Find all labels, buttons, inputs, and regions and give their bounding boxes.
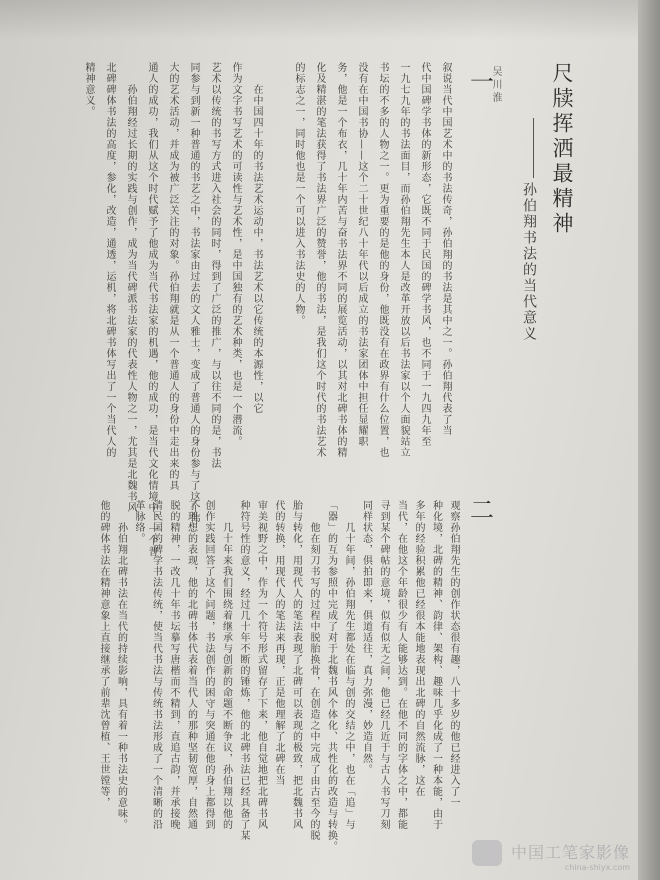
text-column: 创作实践回答了这个问题，书法创作的困守与突通在他的身上都得到 xyxy=(203,500,214,830)
text-column: 寻到某个碑帖的意境，似有似无之间，他已经几近于与古人书写刀刻 xyxy=(378,500,389,830)
text-column: 大的艺术活动，并成为被广泛关注的对象。孙伯翔就是从一个普通人的身份中走出来的具 xyxy=(167,62,178,491)
text-column: 脱的精神，一改几十年书坛摹写唐楷而不精到，直追古韵，并承接晚 xyxy=(168,500,179,830)
text-column: 他在刻刀书写的过程中脱胎换骨，在创造之中完成了由古至今的脱 xyxy=(308,500,319,841)
section-two-body xyxy=(88,500,462,860)
text-column: 艺术以传统的书写方式进入社会的同时，得到了广泛的推广，与以往不同的是，书法 xyxy=(209,62,220,469)
article-subtitle: 孙伯翔书法的当代意义 xyxy=(521,182,537,342)
section-one-number: 一 xyxy=(470,68,494,96)
watermark-seal xyxy=(472,840,502,866)
text-column: 在中国四十年的书法艺术运动中，书法艺术以它传统的本源性，以它 xyxy=(251,62,262,414)
text-column: 清民国的碑学书法传统，使当代书法与传统书法形成了一个清晰的沿 xyxy=(150,500,162,830)
text-column: 他的碑体书法在精神意象上直接继承了前辈沈曾植、王世镗等， xyxy=(98,500,109,808)
text-column: 胎与转化，用现代人的笔法表现了北碑可以表现的极致，把北魏书风 xyxy=(290,500,302,830)
section-two-number: 二 xyxy=(470,496,494,524)
text-column: 书坛的不多的人物之一。更为重要的是他的身份，他既没有在政界有什么位置，也 xyxy=(377,62,388,458)
watermark-url: china-shiyx.com xyxy=(564,863,630,872)
page-edge xyxy=(638,0,660,880)
text-column: 同样状态，俱拍即来，俱道适往，真力弥漫，妙造自然。 xyxy=(360,500,372,775)
text-column: 通人的成功，我们从这个时代赋予了他成为当代书法家的机遇，他的成功，是当代文化情境中，一个普 xyxy=(146,62,157,557)
text-column: 化及精湛的笔法获得了书法界广泛的赞誉，他的书法，是我们这个时代的书法艺术 xyxy=(314,62,325,458)
watermark xyxy=(511,840,630,872)
text-column: 代中国碑学书体的新形态，它既不同于民国的碑学书风，也不同于一九四九年至 xyxy=(419,62,430,447)
text-column: 没有在中国书协——这个二十世纪八十年代以后成立的书法家团体中担任显耀职 xyxy=(356,62,367,447)
author-name: 吴川淮 xyxy=(490,66,501,105)
text-column: 孙伯翔北碑书法在当代的持续影响，具有着一种书法史的意味。 xyxy=(115,500,127,830)
text-column: 几十年间，孙伯翔先生都处在临与创的交结之中，也在「追」与 xyxy=(343,500,354,830)
text-column: 务，他是一个布衣，几十年内苦与奋书法界不同的展览活动，以其对北碑书体的精 xyxy=(335,62,346,458)
page-top-shadow xyxy=(0,0,660,40)
text-column: 种化境，北碑的精神、韵律、架构、趣味几乎化成了一种本能，由于 xyxy=(430,500,442,830)
text-column: 精神意义。 xyxy=(83,62,94,117)
text-column: 当代，在他这个年龄很少有人能够达到。在他不同的字体之中，都能 xyxy=(395,500,407,830)
text-column: 「器」的互为参照中完成了对于北魏书风个体化、共性化的改造与转换。 xyxy=(325,500,337,852)
text-column: 审美视野之中，作为一个符号形式留存了下来，他自觉地把北碑书风 xyxy=(255,500,267,830)
text-column: 种符号性的意义，经过几十年不断的锤炼，他的北碑书法已经具备了某 xyxy=(238,500,249,841)
text-column: 叙说当代中国艺术中的书法传奇，孙伯翔的书法是其中之一。孙伯翔代表了当 xyxy=(440,62,451,436)
text-column: 革脉络。 xyxy=(133,500,144,544)
text-column: 一九七九年的书法面目，而孙伯翔先生本人是改革开放以后书法家以个人面貌站立 xyxy=(398,62,409,458)
subtitle-dash xyxy=(533,118,534,178)
text-column xyxy=(267,62,288,73)
text-column: 多年的经验积累他已经很本能地表现出北碑的自然流脉，这在 xyxy=(413,500,424,797)
text-column: 同参与到新一种普通的书艺之中，书法家由过去的文人雅士，变成了普通人的身份参与了这个伟 xyxy=(188,62,199,524)
text-column: 的标志之一，同时他也是一个可以进入书法史的人物。 xyxy=(293,62,304,326)
text-column: 观察孙伯翔先生的创作状态很有趣，八十多岁的他已经进入了一 xyxy=(448,500,459,808)
text-column: 代的转换，用现代人的笔法来再现，正是他理解了北碑在当 xyxy=(273,500,284,786)
watermark-text: 中国工笔家影像 xyxy=(510,843,630,862)
article-title: 尺牍挥洒最精神 xyxy=(550,62,574,237)
text-column: 作为文字书写艺术的可读性与艺术性，是中国独有的艺术种类，也是一个潜流。 xyxy=(230,62,241,447)
text-column: 孙伯翔经过长期的实践与创作，成为当代碑派书法家的代表性人物之一，尤其是北魏书风 xyxy=(125,62,136,513)
text-column: 几十年来我们围绕着继承与创新的命题不断争议，孙伯翔以他的 xyxy=(220,500,232,830)
text-column: 了理想的表现，他的北碑书体代表着当代人的那种坚韧宽厚，自然通 xyxy=(185,500,197,830)
text-column: 北碑碑体书法的高度，参化，改造，通透，运机，将北碑书体写出了一个当代人的 xyxy=(104,62,115,458)
